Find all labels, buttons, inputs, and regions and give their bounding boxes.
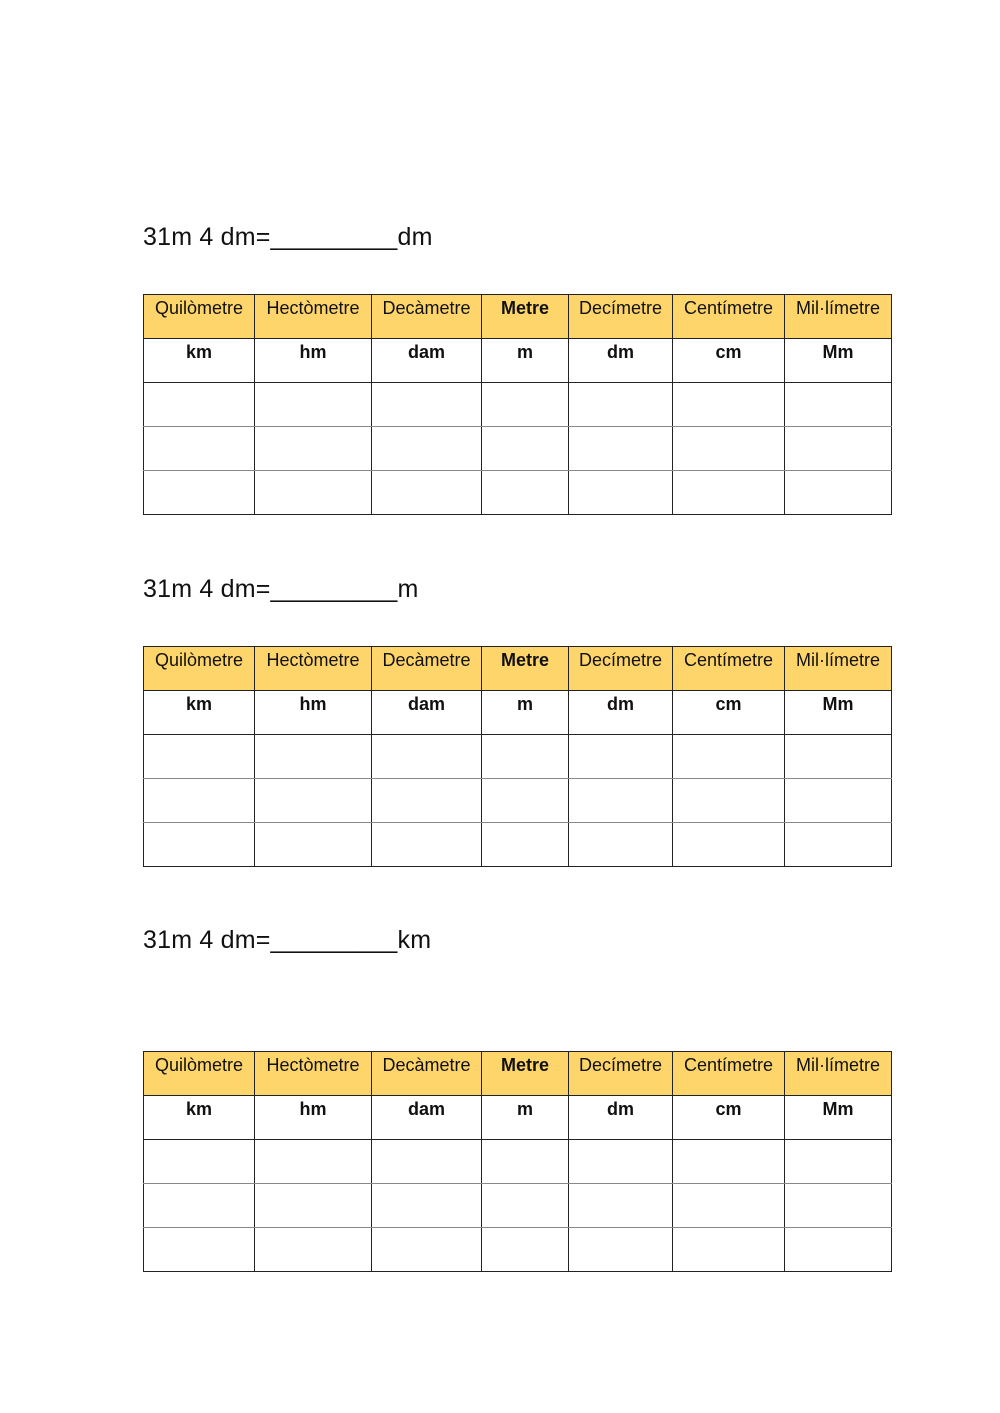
answer-cell[interactable]: [569, 1184, 673, 1228]
unit-name-cell: Mil·límetre: [785, 295, 892, 339]
unit-abbreviation-row: [144, 339, 892, 383]
answer-cell[interactable]: [255, 735, 372, 779]
unit-abbreviation-cell: dam: [372, 1096, 482, 1140]
answer-cell[interactable]: [372, 1140, 482, 1184]
answer-cell[interactable]: [785, 383, 892, 427]
answer-cell[interactable]: [785, 779, 892, 823]
answer-cell[interactable]: [785, 1140, 892, 1184]
unit-abbreviation-row: [144, 1096, 892, 1140]
answer-cell[interactable]: [372, 1228, 482, 1272]
unit-name-cell: Quilòmetre: [144, 647, 255, 691]
unit-abbreviation-cell: m: [482, 691, 569, 735]
unit-name-cell: Decímetre: [569, 1052, 673, 1096]
answer-cell[interactable]: [144, 823, 255, 867]
answer-cell[interactable]: [255, 427, 372, 471]
answer-cell[interactable]: [569, 823, 673, 867]
unit-abbreviation-cell: dm: [569, 691, 673, 735]
unit-name-cell: Mil·límetre: [785, 647, 892, 691]
unit-abbreviation-cell: hm: [255, 1096, 372, 1140]
unit-name-cell: Centímetre: [673, 295, 785, 339]
answer-cell[interactable]: [673, 779, 785, 823]
unit-abbreviation-cell: hm: [255, 339, 372, 383]
answer-cell[interactable]: [144, 735, 255, 779]
unit-abbreviation-cell: cm: [673, 1096, 785, 1140]
unit-name-cell: Centímetre: [673, 647, 785, 691]
answer-cell[interactable]: [673, 471, 785, 515]
answer-cell[interactable]: [785, 823, 892, 867]
answer-row: [144, 735, 892, 779]
unit-name-cell: Decàmetre: [372, 647, 482, 691]
unit-name-cell: Decímetre: [569, 295, 673, 339]
answer-cell[interactable]: [569, 779, 673, 823]
units-table: [143, 294, 892, 515]
unit-name-cell: Centímetre: [673, 1052, 785, 1096]
unit-abbreviation-row: [144, 691, 892, 735]
answer-cell[interactable]: [569, 1140, 673, 1184]
unit-name-cell: Metre: [482, 647, 569, 691]
answer-cell[interactable]: [482, 1184, 569, 1228]
answer-cell[interactable]: [372, 383, 482, 427]
answer-cell[interactable]: [673, 427, 785, 471]
answer-cell[interactable]: [255, 1184, 372, 1228]
unit-abbreviation-cell: dm: [569, 339, 673, 383]
answer-cell[interactable]: [482, 823, 569, 867]
answer-cell[interactable]: [785, 1228, 892, 1272]
answer-row: [144, 1228, 892, 1272]
answer-cell[interactable]: [673, 383, 785, 427]
answer-cell[interactable]: [482, 1228, 569, 1272]
unit-abbreviation-cell: km: [144, 691, 255, 735]
answer-cell[interactable]: [673, 735, 785, 779]
unit-abbreviation-cell: Mm: [785, 1096, 892, 1140]
answer-cell[interactable]: [372, 427, 482, 471]
answer-cell[interactable]: [673, 1140, 785, 1184]
exercise-question: 31m 4 dm=_________m: [143, 575, 419, 603]
units-table: [143, 1051, 892, 1272]
unit-name-row: [144, 295, 892, 339]
unit-abbreviation-cell: km: [144, 1096, 255, 1140]
answer-cell[interactable]: [569, 427, 673, 471]
answer-cell[interactable]: [255, 823, 372, 867]
answer-row: [144, 427, 892, 471]
answer-row: [144, 1140, 892, 1184]
unit-abbreviation-cell: hm: [255, 691, 372, 735]
answer-cell[interactable]: [372, 471, 482, 515]
unit-name-cell: Hectòmetre: [255, 647, 372, 691]
unit-name-cell: Decàmetre: [372, 1052, 482, 1096]
answer-cell[interactable]: [569, 735, 673, 779]
answer-cell[interactable]: [482, 471, 569, 515]
unit-name-cell: Quilòmetre: [144, 1052, 255, 1096]
answer-cell[interactable]: [673, 823, 785, 867]
answer-cell[interactable]: [785, 1184, 892, 1228]
answer-cell[interactable]: [372, 779, 482, 823]
answer-cell[interactable]: [569, 1228, 673, 1272]
unit-abbreviation-cell: cm: [673, 691, 785, 735]
unit-name-cell: Mil·límetre: [785, 1052, 892, 1096]
answer-cell[interactable]: [144, 779, 255, 823]
answer-cell[interactable]: [482, 1140, 569, 1184]
answer-row: [144, 383, 892, 427]
unit-name-row: [144, 1052, 892, 1096]
answer-cell[interactable]: [255, 779, 372, 823]
unit-name-cell: Decàmetre: [372, 295, 482, 339]
unit-name-cell: Hectòmetre: [255, 295, 372, 339]
unit-abbreviation-cell: Mm: [785, 339, 892, 383]
unit-name-cell: Decímetre: [569, 647, 673, 691]
units-table: [143, 646, 892, 867]
unit-abbreviation-cell: dam: [372, 339, 482, 383]
unit-abbreviation-cell: cm: [673, 339, 785, 383]
unit-name-row: [144, 647, 892, 691]
answer-cell[interactable]: [144, 1140, 255, 1184]
answer-row: [144, 471, 892, 515]
answer-cell[interactable]: [255, 1228, 372, 1272]
answer-cell[interactable]: [482, 383, 569, 427]
answer-cell[interactable]: [785, 735, 892, 779]
exercise-question: 31m 4 dm=_________km: [143, 926, 432, 954]
answer-row: [144, 1184, 892, 1228]
unit-name-cell: Quilòmetre: [144, 295, 255, 339]
answer-cell[interactable]: [673, 1228, 785, 1272]
unit-name-cell: Metre: [482, 295, 569, 339]
answer-cell[interactable]: [482, 735, 569, 779]
unit-abbreviation-cell: dam: [372, 691, 482, 735]
exercise-question: 31m 4 dm=_________dm: [143, 223, 433, 251]
unit-name-cell: Hectòmetre: [255, 1052, 372, 1096]
unit-abbreviation-cell: m: [482, 339, 569, 383]
unit-name-cell: Metre: [482, 1052, 569, 1096]
answer-cell[interactable]: [569, 471, 673, 515]
answer-cell[interactable]: [372, 1184, 482, 1228]
answer-cell[interactable]: [144, 427, 255, 471]
answer-cell[interactable]: [255, 471, 372, 515]
answer-cell[interactable]: [144, 471, 255, 515]
unit-abbreviation-cell: m: [482, 1096, 569, 1140]
answer-cell[interactable]: [482, 779, 569, 823]
unit-abbreviation-cell: dm: [569, 1096, 673, 1140]
answer-cell[interactable]: [255, 383, 372, 427]
answer-cell[interactable]: [673, 1184, 785, 1228]
answer-row: [144, 823, 892, 867]
unit-abbreviation-cell: Mm: [785, 691, 892, 735]
answer-cell[interactable]: [482, 427, 569, 471]
answer-cell[interactable]: [144, 1184, 255, 1228]
answer-cell[interactable]: [144, 1228, 255, 1272]
answer-cell[interactable]: [372, 735, 482, 779]
answer-cell[interactable]: [144, 383, 255, 427]
answer-cell[interactable]: [569, 383, 673, 427]
answer-cell[interactable]: [785, 471, 892, 515]
unit-abbreviation-cell: km: [144, 339, 255, 383]
answer-cell[interactable]: [255, 1140, 372, 1184]
answer-cell[interactable]: [785, 427, 892, 471]
answer-row: [144, 779, 892, 823]
answer-cell[interactable]: [372, 823, 482, 867]
